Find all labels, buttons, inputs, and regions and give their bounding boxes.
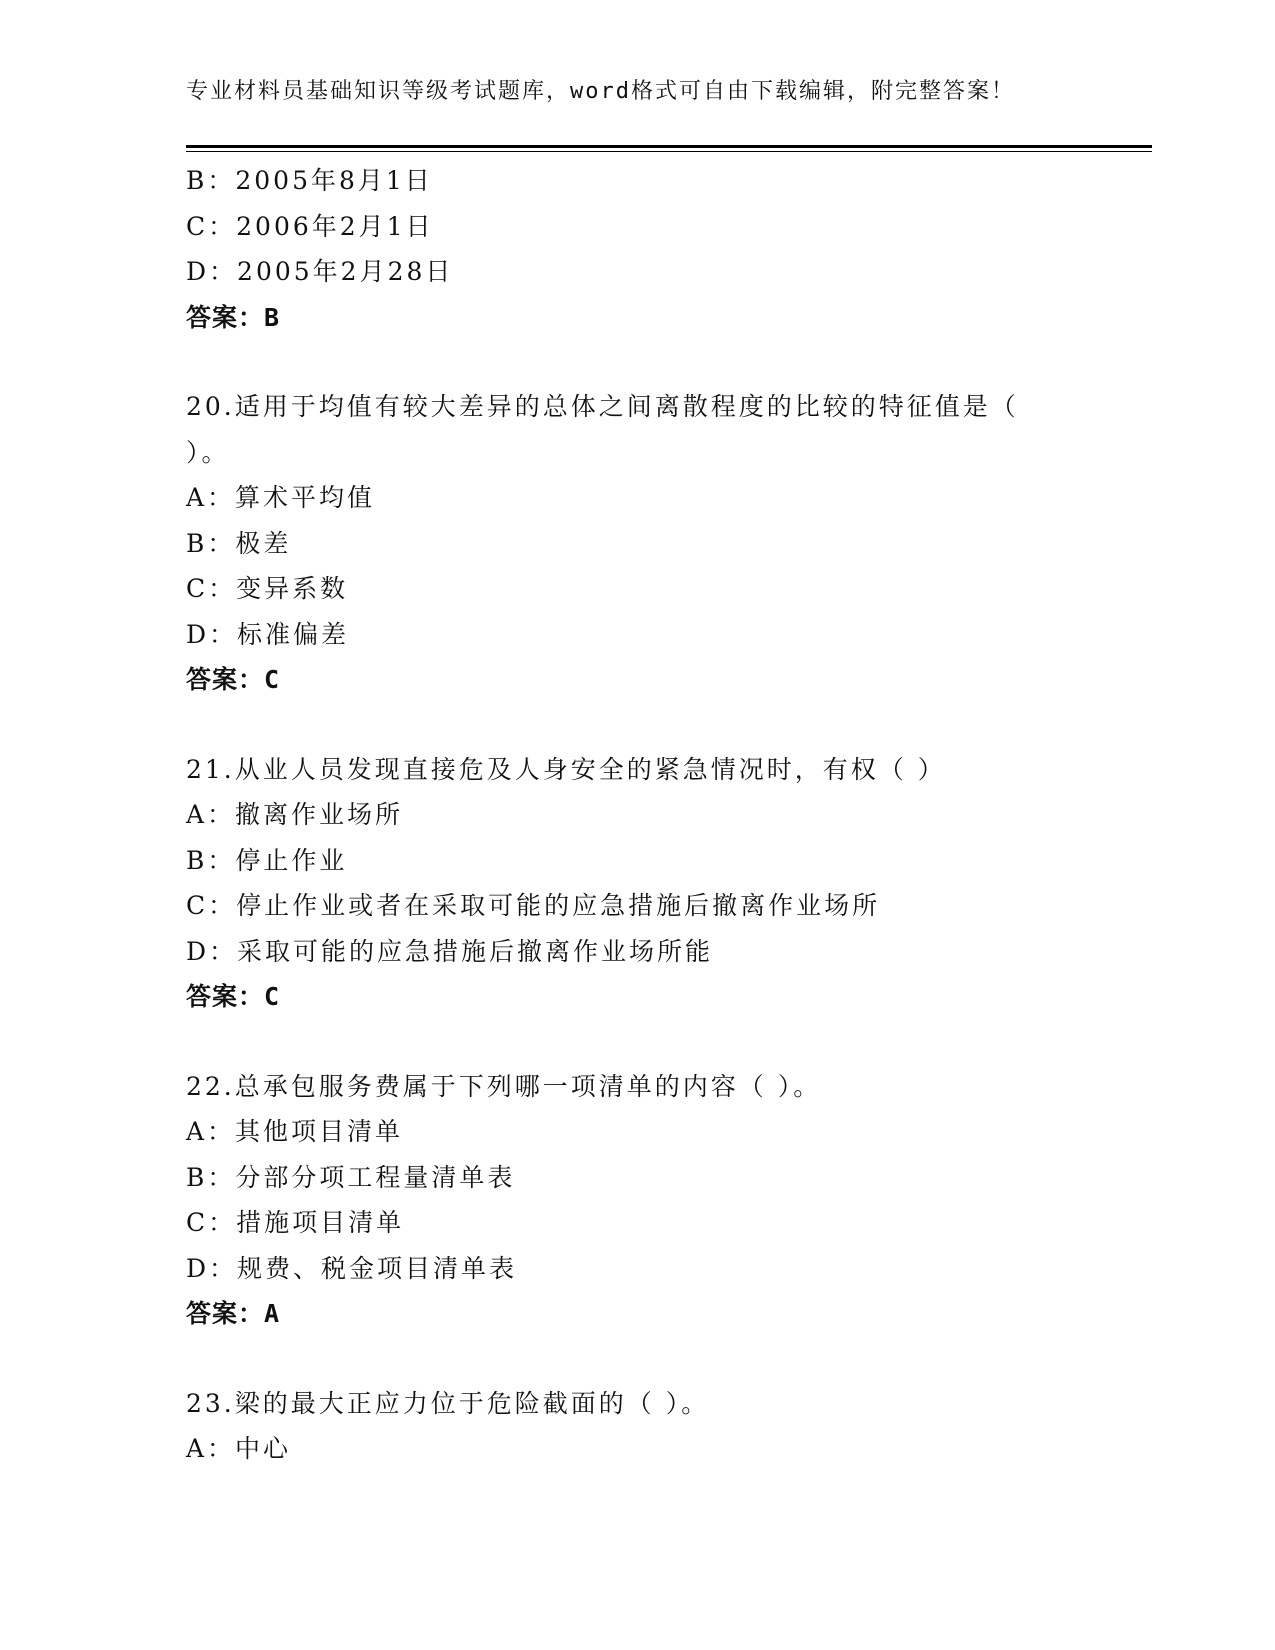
header-rule-thin — [186, 151, 1152, 152]
q20-option-a: A：算术平均值 — [186, 483, 376, 512]
q20-stem-line-1: 20.适用于均值有较大差异的总体之间离散程度的比较的特征值是（ — [186, 392, 1019, 421]
q21-option-b: B：停止作业 — [186, 845, 348, 875]
q21-stem: 21.从业人员发现直接危及人身安全的紧急情况时，有权（ ） — [186, 754, 946, 784]
page-header-title: 专业材料员基础知识等级考试题库，word格式可自由下载编辑，附完整答案！ — [186, 79, 1015, 104]
question-gap — [186, 340, 1152, 384]
q19-option-d: D：2005年2月28日 — [186, 257, 454, 286]
q22-option-d: D：规费、税金项目清单表 — [186, 1253, 518, 1283]
q20-stem-line-2: ）。 — [186, 437, 230, 467]
question-gap — [186, 703, 1152, 747]
q23-stem: 23.梁的最大正应力位于危险截面的（ ）。 — [186, 1388, 710, 1418]
q22-option-b: B：分部分项工程量清单表 — [186, 1162, 516, 1192]
q21-answer: 答案：C — [186, 982, 281, 1011]
question-content — [186, 158, 1152, 1472]
question-gap — [186, 1020, 1152, 1064]
q19-answer: 答案：B — [186, 302, 281, 332]
q19-option-c: C：2006年2月1日 — [186, 211, 434, 241]
q20-option-c: C：变异系数 — [186, 574, 349, 603]
header-rule-thick — [186, 145, 1152, 148]
q20-answer: 答案：C — [186, 665, 281, 694]
q22-stem: 22.总承包服务费属于下列哪一项清单的内容（ ）。 — [186, 1071, 822, 1101]
q20-option-b: B：极差 — [186, 528, 292, 558]
q22-option-c: C：措施项目清单 — [186, 1208, 405, 1237]
q19-option-b: B：2005年8月1日 — [186, 166, 433, 195]
q21-option-c: C：停止作业或者在采取可能的应急措施后撤离作业场所 — [186, 891, 881, 920]
q21-option-a: A：撤离作业场所 — [186, 800, 404, 829]
q20-option-d: D：标准偏差 — [186, 619, 350, 649]
q23-option-a: A：中心 — [186, 1434, 292, 1463]
q22-option-a: A：其他项目清单 — [186, 1117, 404, 1146]
question-gap — [186, 1337, 1152, 1381]
q22-answer: 答案：A — [186, 1299, 281, 1328]
q21-option-d: D：采取可能的应急措施后撤离作业场所能 — [186, 936, 714, 966]
